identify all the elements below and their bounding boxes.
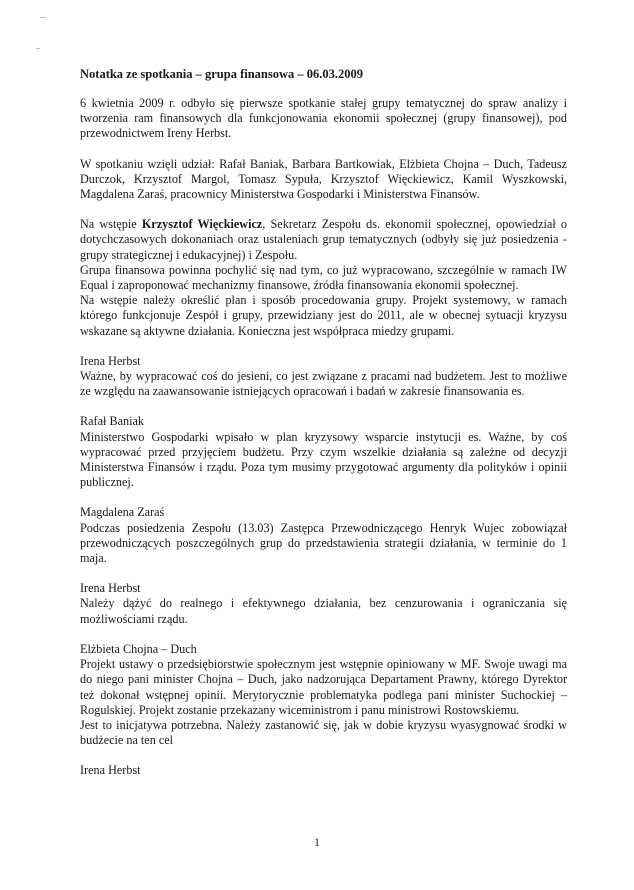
speaker-name: Irena Herbst [80,581,141,596]
plan-paragraph: Na wstępie należy określić plan i sposób procedowania grupy. Projekt systemowy, w ramach którego funkcjonuje Zespół i grupy, przewidziany jest do 2011, ale w obecnej sytuacji kryzysu wskazane są aktywne działania. Konieczna jest współpraca miedzy grupami. [80,293,567,338]
document-page [80,66,567,779]
participants-paragraph: W spotkaniu wzięli udział: Rafał Baniak, Barbara Bartkowiak, Elżbieta Chojna – Duch, Tadeusz Durczok, Krzysztof Margol, Tomasz Sypuła, Krzysztof Więckiewicz, Kamil Wyszkowski, Magdalena Zaraś, pracownicy Ministerstwa Gospodarki i Ministerstwa Finansów. [80,156,567,202]
speaker-statement: Ministerstwo Gospodarki wpisało w plan kryzysowy wsparcie instytucji es. Ważne, by coś wypracować przed przyjęciem budżetu. Przy czym wszelkie działania są zależne od decyzji Ministerstwa Finansów i rządu. Poza tym musimy przygotować argumenty dla polityków i opinii publicznej. [80,429,567,490]
scan-artifact-top [40,17,46,18]
scan-artifact-side [36,48,40,49]
speaker-name: Irena Herbst [80,763,141,778]
opening-paragraph [80,217,567,263]
speaker-statement: Ważne, by wypracować coś do jesieni, co jest związane z pracami nad budżetem. Jest to możliwe ze względu na zaawansowanie istniejących opracowań i badań w zakresie finansowania es. [80,369,567,399]
opening-prefix: Na wstępie [80,217,142,232]
opening-speaker-name: Krzysztof Więckiewicz [141,217,263,232]
speaker-statement: Projekt ustawy o przedsiębiorstwie społecznym jest wstępnie opiniowany w MF. Swoje uwagi ma do niego pani minister Chojna – Duch, jako nadzorująca Departament Prawny, którego Dyrektor też dokonał wstępnej opinii. Merytorycznie problematyka podlega pani minister Suchockiej – Rogulskiej. Projekt zostanie przekazany wiceministrom i panu ministrowi Rostowskiemu. [80,657,567,717]
speaker-name: Rafał Baniak [80,414,144,429]
opening-rest: , Sekretarz Zespołu ds. ekonomii społecznej, opowiedział o dotychczasowych dokonaniach oraz ustaleniach grup tematycznych (odbyły się już posiedzenia - grupy strategicznej i edukacyjnej) i Zespołu. [80,217,567,262]
page-number: 1 [314,835,320,849]
group-paragraph: Grupa finansowa powinna pochylić się nad tym, co już wypracowano, szczególnie w ramach IW Equal i zaproponować mechanizmy finansowe, źródła finansowania ekonomii społecznej. [80,262,567,293]
speaker-name: Elżbieta Chojna – Duch [80,641,197,656]
speaker-statement: Należy dążyć do realnego i efektywnego działania, bez cenzurowania i ograniczania się możliwościami rządu. [80,596,567,626]
speaker-name: Magdalena Zaraś [80,505,165,520]
speaker-statement-continued: Jest to inicjatywa potrzebna. Należy zastanowić się, jak w dobie kryzysu wyasygnować środki w budżecie na ten cel [80,717,567,748]
speaker-name: Irena Herbst [80,353,141,368]
speaker-statement: Podczas posiedzenia Zespołu (13.03) Zastępca Przewodniczącego Henryk Wujec zobowiązał przewodniczących poszczególnych grup do przedstawienia strategii działania, w terminie do 1 maja. [80,520,567,566]
intro-paragraph: 6 kwietnia 2009 r. odbyło się pierwsze spotkanie stałej grupy tematycznej do spraw analizy i tworzenia ram finansowych dla funkcjonowania ekonomii społecznej (grupy finansowej), pod przewodnictwem Ireny Herbst. [80,96,567,141]
document-title: Notatka ze spotkania – grupa finansowa – 06.03.2009 [80,67,364,81]
